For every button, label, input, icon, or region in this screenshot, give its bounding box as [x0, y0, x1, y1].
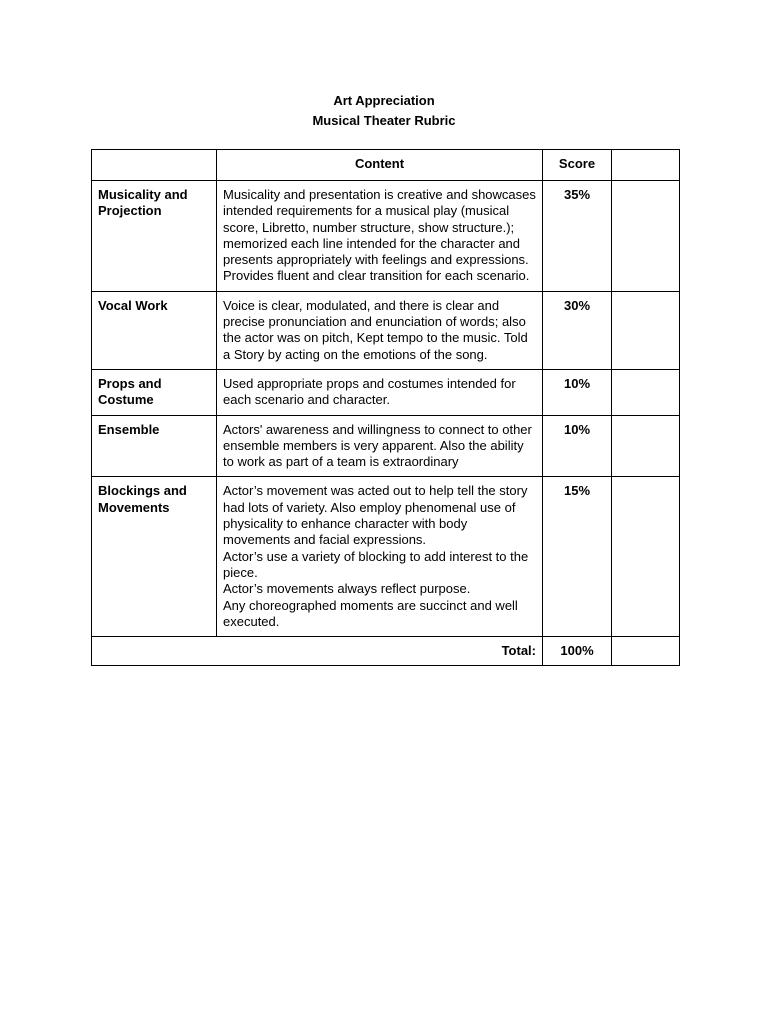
- criteria-cell: Musicality and Projection: [92, 181, 217, 292]
- content-cell: [217, 291, 543, 369]
- score-cell: 15%: [543, 477, 612, 637]
- content-header: Content: [217, 150, 543, 181]
- blank-score-cell[interactable]: [612, 477, 680, 637]
- rubric-table: [91, 149, 680, 666]
- table-row: [92, 415, 680, 477]
- content-text: Any choreographed moments are succinct and well executed.: [223, 597, 518, 629]
- score-cell: 30%: [543, 291, 612, 369]
- content-text: Actor’s use a variety of blocking to add interest to the piece.: [223, 548, 529, 580]
- content-cell: [217, 477, 543, 637]
- blank-score-cell[interactable]: [612, 291, 680, 369]
- total-score: 100%: [543, 637, 612, 666]
- blank-header: [612, 150, 680, 181]
- criteria-cell: Ensemble: [92, 415, 217, 477]
- content-text: Actor’s movement was acted out to help tell the story had lots of variety. Also employ phenomenal use of physicality to enhance character with body movements and facial expressions.: [223, 483, 528, 548]
- document-title: Art Appreciation: [333, 93, 435, 108]
- table-row: [92, 291, 680, 369]
- blank-total-cell[interactable]: [612, 637, 680, 666]
- content-cell: [217, 181, 543, 292]
- blank-score-cell[interactable]: [612, 369, 680, 415]
- criteria-cell: Props and Costume: [92, 369, 217, 415]
- content-text: Musicality and presentation is creative and showcases intended requirements for a musical play (musical score, Libretto, number structure, show structure.); memorized each line intended for the character and presents appropriately with feelings and expressions. Provides fluent and clear transition for each scenario.: [223, 187, 536, 284]
- content-text: Actors' awareness and willingness to connect to other ensemble members is very apparent. Also the ability to work as part of a team is extraordinary: [223, 421, 532, 470]
- header-row: [92, 150, 680, 181]
- content-text: Voice is clear, modulated, and there is clear and precise pronunciation and enunciation of words; also the actor was on pitch, Kept tempo to the music. Told a Story by acting on the emotions of the song.: [223, 297, 528, 362]
- table-row: [92, 181, 680, 292]
- criteria-cell: Vocal Work: [92, 291, 217, 369]
- score-header: Score: [543, 150, 612, 181]
- content-cell: [217, 369, 543, 415]
- blank-score-cell[interactable]: [612, 415, 680, 477]
- content-cell: [217, 415, 543, 477]
- criteria-header: [92, 150, 217, 181]
- table-row: [92, 369, 680, 415]
- score-cell: 35%: [543, 181, 612, 292]
- score-cell: 10%: [543, 415, 612, 477]
- blank-score-cell[interactable]: [612, 181, 680, 292]
- content-text: Used appropriate props and costumes intended for each scenario and character.: [223, 375, 516, 408]
- total-row: [92, 637, 680, 666]
- score-cell: 10%: [543, 369, 612, 415]
- content-text: Actor’s movements always reflect purpose.: [223, 581, 471, 597]
- table-row: [92, 477, 680, 637]
- criteria-cell: Blockings and Movements: [92, 477, 217, 637]
- total-label: Total:: [92, 637, 543, 666]
- document-subtitle: Musical Theater Rubric: [312, 113, 456, 128]
